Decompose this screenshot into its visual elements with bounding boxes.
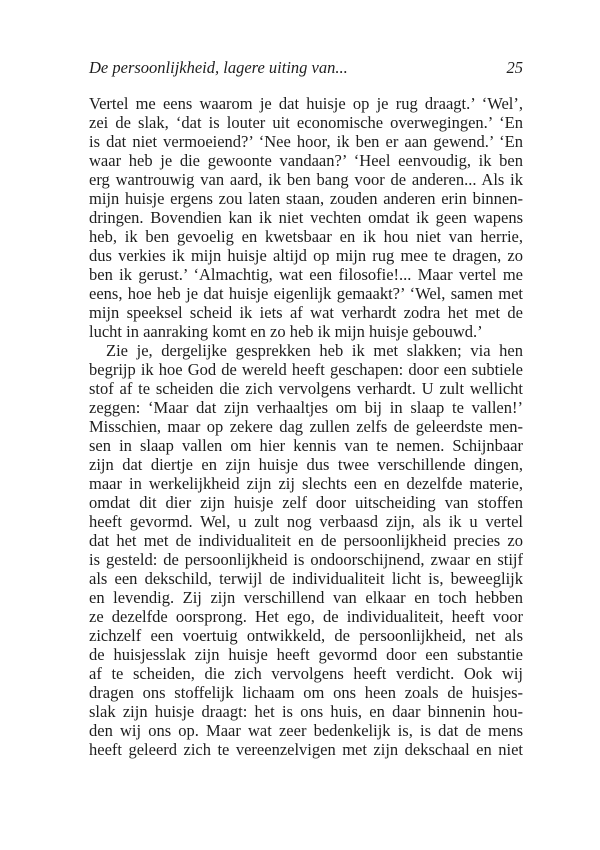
text-line: heeft geleerd zich te vereenzelvigen met zijn dekschaal en niet bbox=[89, 740, 523, 759]
text-line: Zie je, dergelijke gesprekken heb ik met slakken; via hen bbox=[106, 341, 523, 360]
text-line: Vertel me eens waarom je dat huisje op je rug draagt.’ ‘Wel’, bbox=[89, 94, 523, 113]
text-line: zeggen: ‘Maar dat zijn verhaaltjes om bij in slaap te vallen!’ bbox=[89, 398, 523, 417]
running-title: De persoonlijkheid, lagere uiting van... bbox=[89, 58, 348, 77]
text-line: als een dekschild, terwijl de individualiteit licht is, beweeglijk bbox=[89, 569, 523, 588]
text-line: ze dezelfde oorsprong. Het ego, de individualiteit, heeft voor bbox=[89, 607, 523, 626]
text-line: dat het met de individualiteit en de persoonlijkheid precies zo bbox=[89, 531, 523, 550]
text-line: heeft gevormd. Wel, u zult nog verbaasd zijn, als ik u vertel bbox=[89, 512, 523, 531]
text-line: slak zijn huisje draagt: het is ons huis, en daar binnenin hou- bbox=[89, 702, 523, 721]
text-line: zijn dat diertje en zijn huisje dus twee verschillende dingen, bbox=[89, 455, 523, 474]
text-line: mijn speeksel scheid ik iets af wat verhardt zodra het met de bbox=[89, 303, 523, 322]
text-line: zichzelf een voertuig ontwikkeld, de persoonlijkheid, net als bbox=[89, 626, 523, 645]
text-line: dringen. Bovendien kan ik niet vechten omdat ik geen wapens bbox=[89, 208, 523, 227]
page-header bbox=[89, 58, 523, 77]
text-line: zei de slak, ‘dat is louter uit economische overwegingen.’ ‘En bbox=[89, 113, 523, 132]
text-line: begrijp ik hoe God de wereld heeft geschapen: door een subtiele bbox=[89, 360, 523, 379]
text-line: omdat dit dier zijn huisje zelf door uitscheiding van stoffen bbox=[89, 493, 523, 512]
text-line: de huisjesslak zijn huisje heeft gevormd door een substantie bbox=[89, 645, 523, 664]
text-line: eens, hoe heb je dat huisje eigenlijk gemaakt?’ ‘Wel, samen met bbox=[89, 284, 523, 303]
text-line: mijn huisje ergens zou laten staan, zouden anderen erin binnen- bbox=[89, 189, 523, 208]
text-line: dragen ons stoffelijk lichaam om ons heen zoals de huisjes- bbox=[89, 683, 523, 702]
text-line: waar heb je die gewoonte vandaan?’ ‘Heel eenvoudig, ik ben bbox=[89, 151, 523, 170]
body-text bbox=[89, 94, 523, 759]
text-line: is gesteld: de persoonlijkheid is ondoorschijnend, zwaar en stijf bbox=[89, 550, 523, 569]
text-line: is dat niet vermoeiend?’ ‘Nee hoor, ik ben er aan gewend.’ ‘En bbox=[89, 132, 523, 151]
text-line: dus verkies ik mijn huisje altijd op mijn rug mee te dragen, zo bbox=[89, 246, 523, 265]
text-line: af te scheiden, die zich vervolgens heeft verdicht. Ook wij bbox=[89, 664, 523, 683]
text-line: lucht in aanraking komt en zo heb ik mijn huisje gebouwd.’ bbox=[89, 322, 483, 341]
text-line: en levendig. Zij zijn verschillend van elkaar en toch hebben bbox=[89, 588, 523, 607]
text-line: den wij ons op. Maar wat zeer bedenkelijk is, is dat de mens bbox=[89, 721, 523, 740]
text-line: ben ik gerust.’ ‘Almachtig, wat een filosofie!... Maar vertel me bbox=[89, 265, 523, 284]
text-line: stof af te scheiden die zich vervolgens verhardt. U zult wellicht bbox=[89, 379, 523, 398]
text-line: sen in slaap vallen om hier kennis van te nemen. Schijnbaar bbox=[89, 436, 523, 455]
text-line: Misschien, maar op zekere dag zullen zelfs de geleerdste men- bbox=[89, 417, 523, 436]
text-line: heb, ik ben gevoelig en kwetsbaar en ik hou niet van herrie, bbox=[89, 227, 523, 246]
text-line: erg wantrouwig van aard, ik ben bang voor de anderen... Als ik bbox=[89, 170, 523, 189]
page-number: 25 bbox=[506, 58, 523, 77]
text-line: maar in werkelijkheid zijn zij slechts een en dezelfde materie, bbox=[89, 474, 523, 493]
